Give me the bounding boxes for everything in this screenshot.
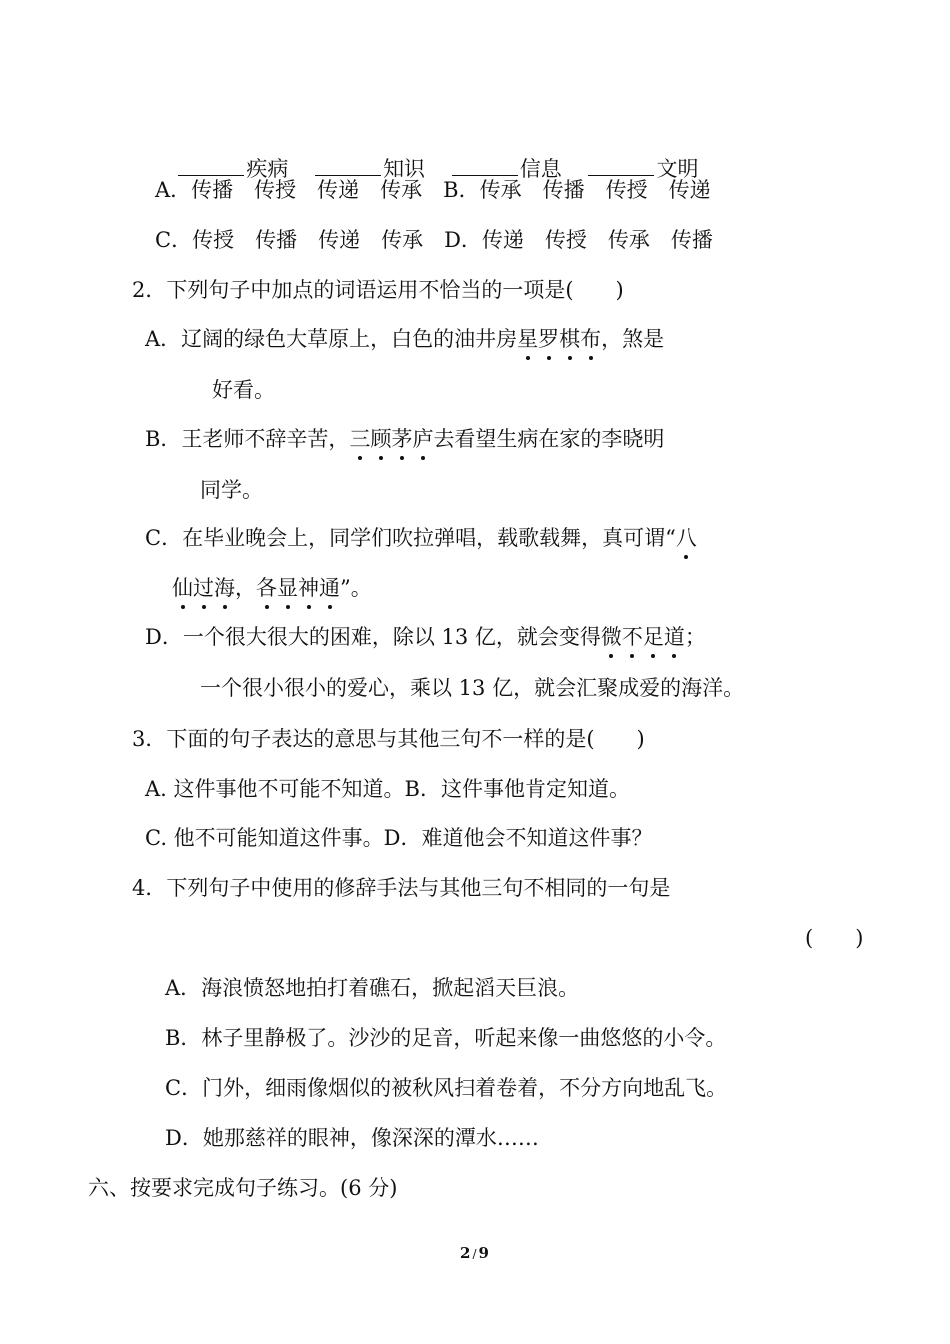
q2-option-b	[145, 425, 664, 453]
option-text: C．在毕业晚会上，同学们吹拉弹唱，载歌载舞，真可谓“	[145, 526, 676, 550]
q4-option-b: B．林子里静极了。沙沙的足音，听起来像一曲悠悠的小令。	[165, 1026, 727, 1050]
dotted-word: 三顾茅庐	[349, 427, 434, 451]
q1-options-ab: A．传播 传授 传递 传承 B．传承 传播 传授 传递	[155, 178, 711, 202]
blank-word: 文明	[656, 157, 699, 181]
option-text: 去看望生病在家的李晓明	[433, 427, 665, 451]
page-total: 9	[478, 1244, 489, 1262]
option-text: ；	[684, 625, 706, 649]
q4-stem: 4．下列句子中使用的修辞手法与其他三句不相同的一句是	[132, 876, 671, 900]
page-number	[460, 1244, 489, 1262]
q3-stem: 3．下面的句子表达的意思与其他三句不一样的是( )	[132, 727, 645, 751]
q4-option-c: C．门外，细雨像烟似的被秋风扫着卷着，不分方向地乱飞。	[165, 1076, 728, 1100]
q2-option-c	[145, 524, 697, 552]
option-text: ”。	[340, 576, 372, 600]
answer-paren[interactable]: ( )	[805, 926, 864, 950]
blank-word: 疾病	[246, 157, 289, 181]
blank-word: 知识	[383, 157, 426, 181]
dotted-word: 仙过海，各显神通	[172, 576, 340, 600]
dotted-word: 八	[675, 526, 697, 550]
q2-option-c-cont	[172, 574, 372, 602]
page-current: 2	[460, 1244, 471, 1262]
q1-blanks-row	[165, 127, 698, 183]
blank-word: 信息	[519, 157, 562, 181]
q3-options-ab: A. 这件事他不可能不知道。B．这件事他肯定知道。	[145, 777, 630, 801]
dotted-word: 微不足道	[600, 625, 685, 649]
q2-option-a	[145, 325, 664, 353]
option-text: ，煞是	[601, 327, 665, 351]
option-text: D．一个很大很大的困难，除以 13 亿，就会变得	[145, 625, 601, 649]
q2-option-b-cont: 同学。	[200, 478, 263, 502]
page-separator: /	[472, 1247, 477, 1261]
q4-option-d: D．她那慈祥的眼神，像深深的潭水……	[165, 1126, 539, 1150]
section-heading: 六、按要求完成句子练习。(6 分)	[88, 1176, 398, 1200]
q3-options-cd: C. 他不可能知道这件事。D．难道他会不知道这件事？	[145, 826, 653, 850]
option-text: A．辽阔的绿色大草原上，白色的油井房	[145, 327, 518, 351]
q2-option-a-cont: 好看。	[212, 378, 275, 402]
q2-option-d	[145, 623, 706, 651]
q1-options-cd: C．传授 传播 传递 传承 D．传递 传授 传承 传播	[155, 228, 713, 252]
dotted-word: 星罗棋布	[517, 327, 602, 351]
q2-option-d-cont: 一个很小很小的爱心，乘以 13 亿，就会汇聚成爱的海洋。	[200, 676, 745, 700]
q4-option-a: A．海浪愤怒地拍打着礁石，掀起滔天巨浪。	[165, 976, 580, 1000]
option-text: B．王老师不辞辛苦，	[145, 427, 350, 451]
q2-stem: 2．下列句子中加点的词语运用不恰当的一项是( )	[132, 278, 624, 302]
